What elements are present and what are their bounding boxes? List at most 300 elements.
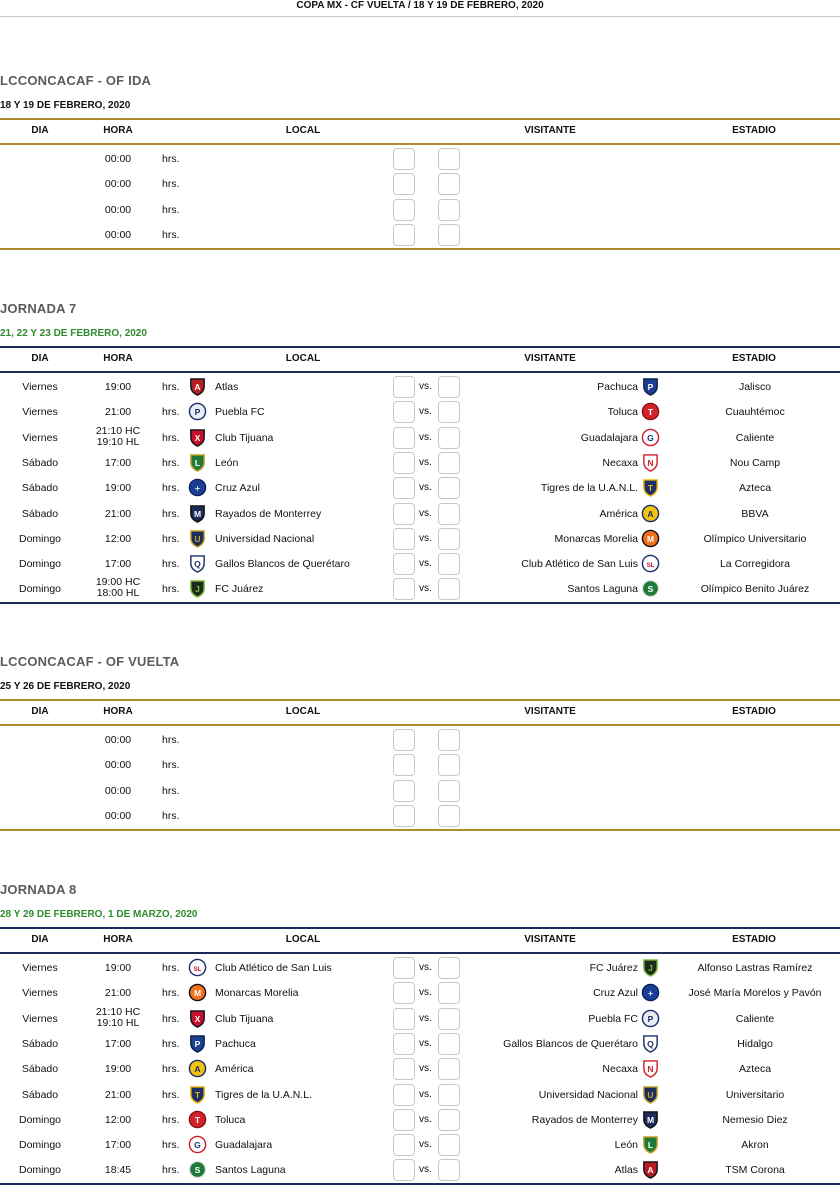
svg-text:X: X xyxy=(194,432,201,443)
table-bottom-line xyxy=(0,602,840,604)
svg-text:A: A xyxy=(194,1064,201,1075)
match-day: Viernes xyxy=(22,1012,58,1025)
visitor-team: Puebla FC xyxy=(588,1012,638,1025)
vs-label: vs. xyxy=(419,1037,432,1049)
svg-text:S: S xyxy=(194,1165,201,1176)
cruz-azul-crest-icon xyxy=(641,983,660,1002)
local-score-box[interactable] xyxy=(393,224,415,246)
header-visitante: VISITANTE xyxy=(524,125,576,136)
hrs-label: hrs. xyxy=(162,1139,180,1152)
santos-crest-icon xyxy=(641,579,660,598)
match-time: 17:00 xyxy=(104,456,132,469)
svg-text:J: J xyxy=(195,584,200,595)
visitor-score-box[interactable] xyxy=(438,1159,460,1181)
svg-text:U: U xyxy=(647,1089,654,1100)
visitor-team: Toluca xyxy=(607,406,638,419)
stadium: BBVA xyxy=(741,507,769,520)
svg-text:L: L xyxy=(647,1139,654,1150)
vs-label: vs. xyxy=(419,1012,432,1024)
header-estadio: ESTADIO xyxy=(732,706,776,717)
visitor-score-box[interactable] xyxy=(438,578,460,600)
hrs-label: hrs. xyxy=(162,507,180,520)
stadium: Alfonso Lastras Ramírez xyxy=(697,962,813,974)
visitor-score-box[interactable] xyxy=(438,754,460,776)
header-hora: HORA xyxy=(103,934,133,945)
svg-text:T: T xyxy=(194,1089,201,1100)
guadalajara-crest-icon xyxy=(188,1135,207,1154)
header-bottom-line xyxy=(0,952,840,954)
svg-text:SL: SL xyxy=(193,965,202,973)
stadium: Azteca xyxy=(738,482,772,495)
local-team: Gallos Blancos de Querétaro xyxy=(215,558,350,571)
pachuca-crest-icon xyxy=(188,1034,207,1053)
header-dia: DIA xyxy=(31,934,49,945)
match-day: Domingo xyxy=(18,558,62,571)
svg-text:N: N xyxy=(647,457,654,468)
match-day: Sábado xyxy=(21,1037,59,1050)
section-title: JORNADA 7 xyxy=(0,301,77,316)
queretaro-crest-icon xyxy=(641,1034,660,1053)
svg-text:X: X xyxy=(194,1013,201,1024)
svg-text:M: M xyxy=(193,508,202,519)
header-dia: DIA xyxy=(31,706,49,717)
vs-label: vs. xyxy=(419,583,432,595)
visitor-score-box[interactable] xyxy=(438,148,460,170)
vs-label: vs. xyxy=(419,507,432,519)
juarez-crest-icon xyxy=(188,579,207,598)
hrs-label: hrs. xyxy=(162,431,180,444)
local-score-box[interactable] xyxy=(393,780,415,802)
stadium: Olímpico Benito Juárez xyxy=(700,583,810,596)
header-local: LOCAL xyxy=(285,353,321,364)
hrs-label: hrs. xyxy=(162,1164,180,1177)
match-time: 21:00 xyxy=(104,1088,132,1101)
match-time: 00:00 xyxy=(104,203,132,216)
header-visitante: VISITANTE xyxy=(524,934,576,945)
match-time-hc: 21:10 HC xyxy=(95,1005,141,1018)
match-time xyxy=(88,426,148,448)
svg-text:Q: Q xyxy=(647,1038,654,1049)
america-crest-icon xyxy=(188,1059,207,1078)
local-score-box[interactable] xyxy=(393,957,415,979)
stadium: Nou Camp xyxy=(729,456,781,469)
stadium: Caliente xyxy=(735,431,775,444)
svg-text:Q: Q xyxy=(194,558,201,569)
match-day: Domingo xyxy=(18,1164,62,1177)
svg-text:M: M xyxy=(646,533,655,544)
table-bottom-line xyxy=(0,1183,840,1185)
match-time: 00:00 xyxy=(104,759,132,772)
stadium: Olímpico Universitario xyxy=(703,532,807,545)
hrs-label: hrs. xyxy=(162,406,180,419)
svg-text:SL: SL xyxy=(646,561,655,569)
hrs-label: hrs. xyxy=(162,203,180,216)
svg-text:U: U xyxy=(194,533,201,544)
hrs-label: hrs. xyxy=(162,734,180,746)
stadium: La Corregidora xyxy=(719,558,791,571)
hrs-label: hrs. xyxy=(162,558,180,571)
hrs-label: hrs. xyxy=(162,784,180,797)
svg-text:L: L xyxy=(194,457,201,468)
svg-text:+: + xyxy=(648,988,653,999)
match-row xyxy=(0,1107,840,1132)
match-row xyxy=(0,1031,840,1056)
match-time: 17:00 xyxy=(104,1037,132,1050)
visitor-score-box[interactable] xyxy=(438,1008,460,1030)
visitor-score-box[interactable] xyxy=(438,173,460,195)
local-team: Santos Laguna xyxy=(215,1164,286,1177)
header-visitante: VISITANTE xyxy=(524,706,576,717)
visitor-score-box[interactable] xyxy=(438,477,460,499)
header-visitante: VISITANTE xyxy=(524,353,576,364)
local-score-box[interactable] xyxy=(393,1159,415,1181)
hrs-label: hrs. xyxy=(162,456,180,469)
header-estadio: ESTADIO xyxy=(732,353,776,364)
match-day: Viernes xyxy=(22,962,58,974)
local-team: Tigres de la U.A.N.L. xyxy=(215,1088,313,1101)
header-estadio: ESTADIO xyxy=(732,125,776,136)
local-team: Guadalajara xyxy=(215,1139,273,1152)
hrs-label: hrs. xyxy=(162,1088,180,1101)
match-day: Domingo xyxy=(18,1113,62,1126)
san-luis-crest-icon xyxy=(188,958,207,977)
visitor-score-box[interactable] xyxy=(438,729,460,751)
local-team: Club Tijuana xyxy=(215,1012,274,1025)
visitor-score-box[interactable] xyxy=(438,1033,460,1055)
vs-label: vs. xyxy=(419,482,432,494)
visitor-score-box[interactable] xyxy=(438,503,460,525)
local-score-box[interactable] xyxy=(393,1109,415,1131)
svg-text:T: T xyxy=(194,1114,201,1125)
svg-text:A: A xyxy=(194,381,201,392)
match-row xyxy=(0,803,840,828)
header-bottom-line xyxy=(0,724,840,726)
local-team: Club Tijuana xyxy=(215,431,274,444)
match-row xyxy=(0,752,840,777)
vs-label: vs. xyxy=(419,1113,432,1125)
monterrey-crest-icon xyxy=(188,504,207,523)
vs-label: vs. xyxy=(419,558,432,570)
svg-text:N: N xyxy=(647,1064,654,1075)
local-score-box[interactable] xyxy=(393,1008,415,1030)
match-time xyxy=(88,577,148,599)
visitor-team: Pachuca xyxy=(597,381,638,393)
match-row xyxy=(0,576,840,601)
local-team: Monarcas Morelia xyxy=(215,987,299,1000)
match-row xyxy=(0,197,840,222)
visitor-score-box[interactable] xyxy=(438,1134,460,1156)
match-day: Domingo xyxy=(18,532,62,545)
hrs-label: hrs. xyxy=(162,178,180,191)
match-time xyxy=(88,1007,148,1029)
atlas-crest-icon xyxy=(641,1160,660,1179)
match-row xyxy=(0,1056,840,1081)
table-bottom-line xyxy=(0,829,840,831)
hrs-label: hrs. xyxy=(162,228,180,241)
svg-text:G: G xyxy=(647,432,654,443)
leon-crest-icon xyxy=(641,1135,660,1154)
local-score-box[interactable] xyxy=(393,1033,415,1055)
vs-label: vs. xyxy=(419,381,432,392)
match-time: 00:00 xyxy=(104,153,132,165)
svg-text:T: T xyxy=(647,483,654,494)
table-header xyxy=(0,930,840,950)
visitor-team: Gallos Blancos de Querétaro xyxy=(503,1037,638,1050)
local-score-box[interactable] xyxy=(393,148,415,170)
local-score-box[interactable] xyxy=(393,1134,415,1156)
local-score-box[interactable] xyxy=(393,452,415,474)
visitor-team: Rayados de Monterrey xyxy=(531,1113,638,1126)
toluca-crest-icon xyxy=(188,1110,207,1129)
table-header xyxy=(0,702,840,722)
hrs-label: hrs. xyxy=(162,1063,180,1076)
local-score-box[interactable] xyxy=(393,1058,415,1080)
match-time: 21:00 xyxy=(104,406,132,419)
visitor-team: Necaxa xyxy=(602,1063,638,1076)
match-row xyxy=(0,526,840,551)
local-score-box[interactable] xyxy=(393,401,415,423)
necaxa-crest-icon xyxy=(641,453,660,472)
table-header xyxy=(0,121,840,141)
match-row xyxy=(0,551,840,576)
visitor-score-box[interactable] xyxy=(438,224,460,246)
stadium: Akron xyxy=(741,1139,769,1152)
match-time: 18:45 xyxy=(104,1164,132,1177)
visitor-score-box[interactable] xyxy=(438,401,460,423)
atlas-crest-icon xyxy=(188,377,207,396)
match-time: 00:00 xyxy=(104,809,132,822)
visitor-team: Cruz Azul xyxy=(593,987,638,1000)
match-row xyxy=(0,475,840,500)
match-time: 00:00 xyxy=(104,784,132,797)
match-row xyxy=(0,171,840,196)
match-day: Viernes xyxy=(22,381,58,393)
svg-text:M: M xyxy=(646,1114,655,1125)
stadium: Azteca xyxy=(738,1063,772,1076)
match-row xyxy=(0,425,840,450)
vs-label: vs. xyxy=(419,1139,432,1151)
local-team: Universidad Nacional xyxy=(215,532,315,545)
visitor-team: América xyxy=(599,507,638,520)
local-score-box[interactable] xyxy=(393,578,415,600)
header-estadio: ESTADIO xyxy=(732,934,776,945)
visitor-team: Necaxa xyxy=(602,456,638,469)
local-team: Toluca xyxy=(215,1113,246,1126)
visitor-score-box[interactable] xyxy=(438,427,460,449)
pumas-crest-icon xyxy=(188,529,207,548)
visitor-team: Atlas xyxy=(614,1164,638,1177)
match-row xyxy=(0,450,840,475)
section-title: JORNADA 8 xyxy=(0,882,77,897)
tigres-crest-icon xyxy=(188,1085,207,1104)
svg-text:G: G xyxy=(194,1139,201,1150)
svg-text:A: A xyxy=(647,508,654,519)
match-row xyxy=(0,1132,840,1157)
visitor-team: FC Juárez xyxy=(589,962,638,974)
local-score-box[interactable] xyxy=(393,199,415,221)
visitor-team: Guadalajara xyxy=(580,431,638,444)
hrs-label: hrs. xyxy=(162,759,180,772)
visitor-team: Universidad Nacional xyxy=(538,1088,638,1101)
header-top-line xyxy=(0,346,840,348)
hrs-label: hrs. xyxy=(162,482,180,495)
hrs-label: hrs. xyxy=(162,987,180,1000)
match-time: 19:00 xyxy=(104,482,132,495)
morelia-crest-icon xyxy=(188,983,207,1002)
pumas-crest-icon xyxy=(641,1085,660,1104)
svg-text:P: P xyxy=(194,1038,201,1049)
visitor-score-box[interactable] xyxy=(438,376,460,398)
match-row xyxy=(0,727,840,752)
juarez-crest-icon xyxy=(641,958,660,977)
match-day: Sábado xyxy=(21,507,59,520)
match-row xyxy=(0,955,840,980)
match-time-hl: 19:10 HL xyxy=(96,435,140,448)
local-team: Pachuca xyxy=(215,1037,256,1050)
match-time: 21:00 xyxy=(104,987,132,1000)
puebla-crest-icon xyxy=(641,1009,660,1028)
local-team: América xyxy=(215,1063,254,1076)
stadium: Universitario xyxy=(725,1088,785,1101)
svg-text:P: P xyxy=(647,381,654,392)
header-hora: HORA xyxy=(103,353,133,364)
visitor-score-box[interactable] xyxy=(438,528,460,550)
match-row xyxy=(0,980,840,1005)
match-row xyxy=(0,778,840,803)
stadium: Nemesio Diez xyxy=(722,1113,788,1126)
stadium: Hidalgo xyxy=(737,1037,773,1050)
visitor-score-box[interactable] xyxy=(438,982,460,1004)
local-score-box[interactable] xyxy=(393,528,415,550)
svg-text:P: P xyxy=(194,407,201,418)
visitor-score-box[interactable] xyxy=(438,1058,460,1080)
visitor-team: Club Atlético de San Luis xyxy=(521,558,638,571)
visitor-score-box[interactable] xyxy=(438,1084,460,1106)
local-score-box[interactable] xyxy=(393,1084,415,1106)
stadium: Jalisco xyxy=(738,381,772,393)
section-date: 28 Y 29 DE FEBRERO, 1 DE MARZO, 2020 xyxy=(0,909,198,920)
visitor-team: Monarcas Morelia xyxy=(554,532,638,545)
header-top-line xyxy=(0,118,840,120)
header-bottom-line xyxy=(0,143,840,145)
vs-label: vs. xyxy=(419,406,432,418)
local-team: Cruz Azul xyxy=(215,482,260,495)
america-crest-icon xyxy=(641,504,660,523)
svg-text:T: T xyxy=(647,407,654,418)
san-luis-crest-icon xyxy=(641,554,660,573)
match-day: Sábado xyxy=(21,1088,59,1101)
local-team: Club Atlético de San Luis xyxy=(215,962,332,974)
section-date: 18 Y 19 DE FEBRERO, 2020 xyxy=(0,100,131,111)
match-time: 00:00 xyxy=(104,178,132,191)
local-team: Puebla FC xyxy=(215,406,265,419)
match-day: Domingo xyxy=(18,583,62,596)
match-time: 19:00 xyxy=(104,381,132,393)
vs-label: vs. xyxy=(419,1088,432,1100)
match-day: Viernes xyxy=(22,406,58,419)
local-score-box[interactable] xyxy=(393,553,415,575)
local-score-box[interactable] xyxy=(393,982,415,1004)
local-score-box[interactable] xyxy=(393,376,415,398)
tijuana-crest-icon xyxy=(188,428,207,447)
section-date: 21, 22 Y 23 DE FEBRERO, 2020 xyxy=(0,328,147,339)
match-row xyxy=(0,146,840,171)
svg-text:P: P xyxy=(647,1013,654,1024)
local-score-box[interactable] xyxy=(393,173,415,195)
vs-label: vs. xyxy=(419,962,432,973)
hrs-label: hrs. xyxy=(162,381,180,393)
visitor-score-box[interactable] xyxy=(438,1109,460,1131)
local-score-box[interactable] xyxy=(393,729,415,751)
vs-label: vs. xyxy=(419,431,432,443)
visitor-score-box[interactable] xyxy=(438,780,460,802)
queretaro-crest-icon xyxy=(188,554,207,573)
match-day: Domingo xyxy=(18,1139,62,1152)
stadium: TSM Corona xyxy=(725,1164,785,1177)
puebla-crest-icon xyxy=(188,402,207,421)
monterrey-crest-icon xyxy=(641,1110,660,1129)
section-title: LCCONCACAF - OF IDA xyxy=(0,73,152,88)
match-row xyxy=(0,222,840,247)
morelia-crest-icon xyxy=(641,529,660,548)
match-time: 21:00 xyxy=(104,507,132,520)
stadium: Caliente xyxy=(735,1012,775,1025)
match-time: 00:00 xyxy=(104,734,132,746)
svg-text:+: + xyxy=(195,483,200,494)
local-team: León xyxy=(215,456,239,469)
vs-label: vs. xyxy=(419,532,432,544)
local-score-box[interactable] xyxy=(393,503,415,525)
visitor-score-box[interactable] xyxy=(438,553,460,575)
vs-label: vs. xyxy=(419,1063,432,1075)
cruz-azul-crest-icon xyxy=(188,478,207,497)
match-time-hl: 18:00 HL xyxy=(96,587,140,600)
match-time: 17:00 xyxy=(104,558,132,571)
match-day: Viernes xyxy=(22,987,58,1000)
visitor-score-box[interactable] xyxy=(438,199,460,221)
svg-text:M: M xyxy=(193,988,202,999)
visitor-score-box[interactable] xyxy=(438,452,460,474)
vs-label: vs. xyxy=(419,987,432,999)
vs-label: vs. xyxy=(419,1164,432,1176)
document-title: COPA MX - CF VUELTA / 18 Y 19 DE FEBRERO, 2020 xyxy=(296,0,544,11)
match-row xyxy=(0,1082,840,1107)
match-time: 12:00 xyxy=(104,1113,132,1126)
match-row xyxy=(0,501,840,526)
header-dia: DIA xyxy=(31,125,49,136)
visitor-score-box[interactable] xyxy=(438,957,460,979)
svg-text:A: A xyxy=(647,1165,654,1176)
header-local: LOCAL xyxy=(285,706,321,717)
local-team: FC Juárez xyxy=(215,583,264,596)
visitor-team: León xyxy=(614,1139,638,1152)
local-score-box[interactable] xyxy=(393,427,415,449)
header-local: LOCAL xyxy=(285,934,321,945)
local-score-box[interactable] xyxy=(393,805,415,827)
match-time: 00:00 xyxy=(104,228,132,241)
header-top-line xyxy=(0,927,840,929)
hrs-label: hrs. xyxy=(162,153,180,165)
local-score-box[interactable] xyxy=(393,754,415,776)
match-time: 19:00 xyxy=(104,962,132,974)
match-time: 19:00 xyxy=(104,1063,132,1076)
local-score-box[interactable] xyxy=(393,477,415,499)
match-day: Sábado xyxy=(21,482,59,495)
visitor-score-box[interactable] xyxy=(438,805,460,827)
stadium: José María Morelos y Pavón xyxy=(688,987,822,1000)
match-time-hc: 19:00 HC xyxy=(95,576,141,589)
santos-crest-icon xyxy=(188,1160,207,1179)
